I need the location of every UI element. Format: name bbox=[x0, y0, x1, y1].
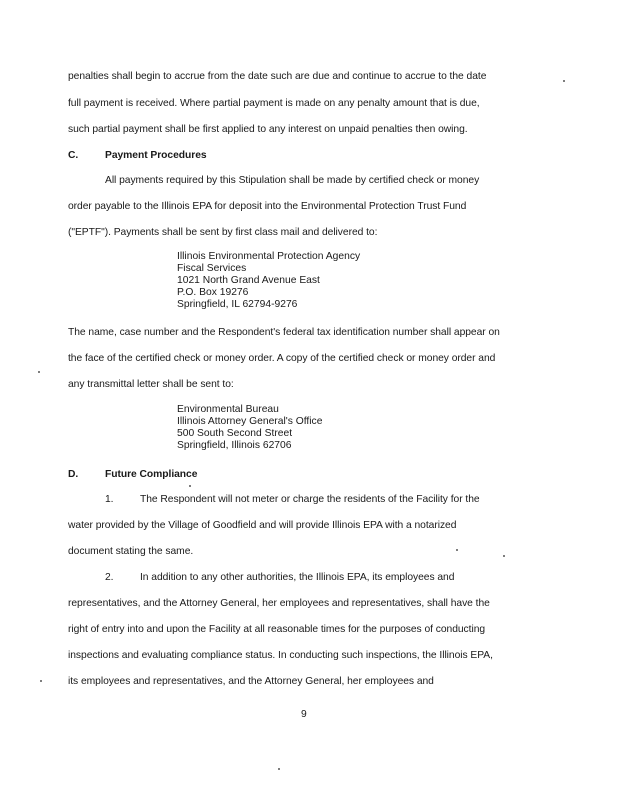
text-line: penalties shall begin to accrue from the date such are due and continue to accrue to the date bbox=[68, 71, 487, 82]
scan-speck bbox=[503, 555, 505, 557]
item-2-number: 2. bbox=[105, 572, 114, 583]
text-line: full payment is received. Where partial payment is made on any penalty amount that is due, bbox=[68, 98, 480, 109]
page-number: 9 bbox=[301, 709, 307, 720]
text-line: ("EPTF"). Payments shall be sent by first class mail and delivered to: bbox=[68, 227, 378, 238]
text-line: inspections and evaluating compliance status. In conducting such inspections, the Illinois EPA, bbox=[68, 650, 493, 661]
address-line: 1021 North Grand Avenue East bbox=[177, 275, 320, 287]
address-line: P.O. Box 19276 bbox=[177, 287, 249, 299]
scan-speck bbox=[189, 485, 191, 487]
address-line: Illinois Attorney General's Office bbox=[177, 416, 323, 428]
address-line: Fiscal Services bbox=[177, 263, 247, 275]
scan-speck bbox=[563, 80, 565, 82]
section-d-letter: D. bbox=[68, 469, 79, 480]
text-line: such partial payment shall be first applied to any interest on unpaid penalties then owing. bbox=[68, 124, 468, 135]
section-c-letter: C. bbox=[68, 150, 79, 161]
address-block-ag bbox=[177, 404, 322, 452]
scan-speck bbox=[40, 680, 42, 682]
text-line: All payments required by this Stipulation shall be made by certified check or money bbox=[105, 175, 480, 186]
text-line: In addition to any other authorities, the Illinois EPA, its employees and bbox=[140, 572, 455, 583]
text-line: water provided by the Village of Goodfield and will provide Illinois EPA with a notarized bbox=[68, 520, 457, 531]
text-line: its employees and representatives, and the Attorney General, her employees and bbox=[68, 676, 434, 687]
text-line: the face of the certified check or money order. A copy of the certified check or money order and bbox=[68, 353, 496, 364]
item-1-number: 1. bbox=[105, 494, 114, 505]
scan-speck bbox=[456, 549, 458, 551]
section-d-title: Future Compliance bbox=[105, 469, 198, 480]
text-line: The Respondent will not meter or charge the residents of the Facility for the bbox=[140, 494, 480, 505]
address-line: Springfield, IL 62794-9276 bbox=[177, 299, 298, 311]
scan-speck bbox=[278, 768, 280, 770]
text-line: The name, case number and the Respondent's federal tax identification number shall appear on bbox=[68, 327, 500, 338]
scan-speck bbox=[38, 371, 40, 373]
text-line: right of entry into and upon the Facility at all reasonable times for the purposes of conducting bbox=[68, 624, 486, 635]
text-line: representatives, and the Attorney General, her employees and representatives, shall have the bbox=[68, 598, 490, 609]
text-line: any transmittal letter shall be sent to: bbox=[68, 379, 234, 390]
text-line: document stating the same. bbox=[68, 546, 194, 557]
text-line: order payable to the Illinois EPA for deposit into the Environmental Protection Trust Fund bbox=[68, 201, 467, 212]
address-line: Springfield, Illinois 62706 bbox=[177, 440, 292, 452]
address-block-epa bbox=[177, 251, 360, 311]
address-line: Environmental Bureau bbox=[177, 404, 279, 415]
section-c-title: Payment Procedures bbox=[105, 150, 207, 161]
address-line: Illinois Environmental Protection Agency bbox=[177, 251, 361, 262]
address-line: 500 South Second Street bbox=[177, 428, 293, 440]
